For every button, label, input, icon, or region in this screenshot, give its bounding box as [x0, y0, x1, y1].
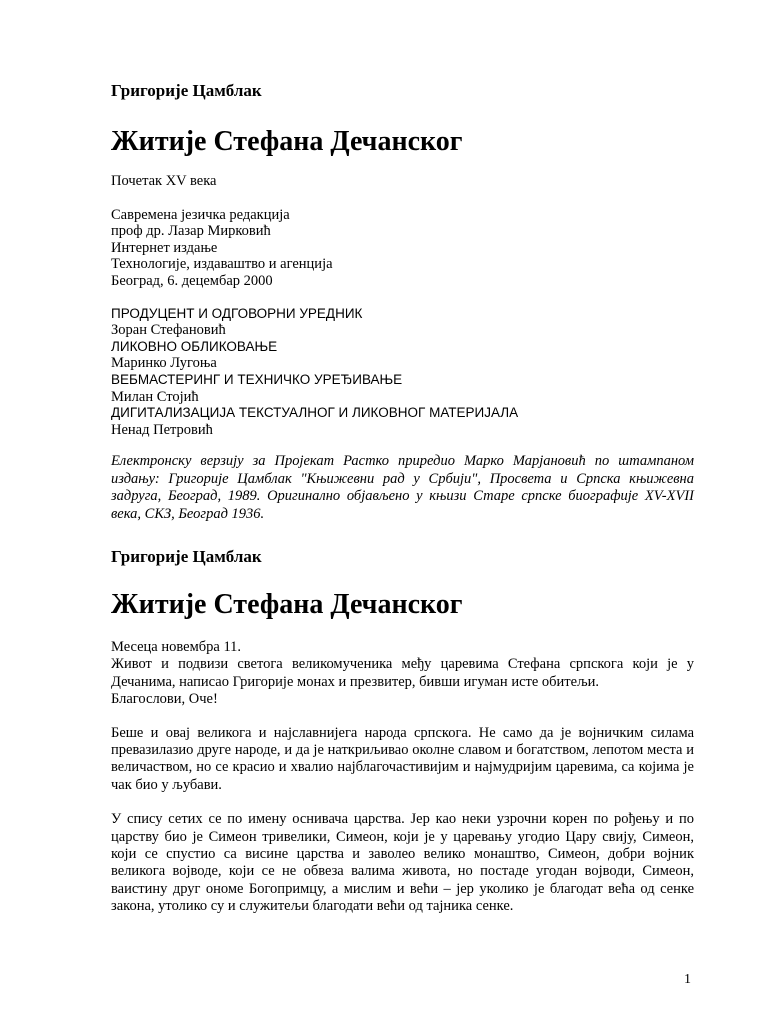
- credit-role: ВЕБМАСТЕРИНГ И ТЕХНИЧКО УРЕЂИВАЊЕ: [111, 371, 403, 387]
- credit-role: ПРОДУЦЕНТ И ОДГОВОРНИ УРЕДНИК: [111, 305, 363, 321]
- edition-line: Београд, 6. децембар 2000: [111, 272, 273, 289]
- intro: [111, 639, 694, 709]
- credit-name: Зоран Стефановић: [111, 322, 226, 339]
- credit-role: ДИГИТАЛИЗАЦИЈА ТЕКСТУАЛНОГ И ЛИКОВНОГ МАТЕРИЈАЛА: [111, 405, 519, 421]
- page-number: 1: [684, 972, 691, 987]
- credit-name: Милан Стојић: [111, 388, 199, 405]
- date-line: Почетак XV века: [111, 173, 217, 189]
- credit-role: ЛИКОВНО ОБЛИКОВАЊЕ: [111, 338, 278, 354]
- credit-name: Ненад Петровић: [111, 421, 213, 438]
- section-author-heading: Григорије Цамблак: [111, 546, 262, 566]
- edition-note: Електронску верзију за Пројекат Растко приредио Марко Марјановић по штампаном издању: Григорије Цамблак "Књижевни рад у Србији", Просвета и Српска књижевна задруга, Београд, 1989. Оригинално објављено у књизи Старе српске биографије XV-XVII века, СКЗ, Београд 1936.: [111, 453, 694, 522]
- edition-line: проф др. Лазар Мирковић: [111, 223, 271, 240]
- credit-name: Маринко Лугоња: [111, 355, 217, 372]
- intro-date: Месеца новембра 11.: [111, 638, 242, 655]
- document-title: Житије Стефана Дечанског: [111, 126, 463, 157]
- credits: [111, 306, 694, 439]
- intro-blessing: Благослови, Оче!: [111, 691, 218, 708]
- edition-line: Интернет издање: [111, 239, 218, 256]
- edition-line: Савремена језичка редакција: [111, 206, 290, 223]
- body-paragraph: Беше и овај великога и најславнијега народа српскога. Не само да је војничким силама превазилазио друге народе, и да је наткриљивао околне славом и богатством, лепотом места и величаством, но се красио и хвалио најблагочастивијим и најмудријим царевима, са којима је чак био у љубави.: [111, 724, 694, 793]
- edition-line: Технологије, издаваштво и агенција: [111, 256, 333, 273]
- author-heading: Григорије Цамблак: [111, 81, 262, 100]
- body-paragraph: У спису сетих се по имену оснивача царства. Јер као неки узрочни корен по рођењу и по царству био је Симеон тривелики, Симеон, који је у царевању угодио Цару свију, Симеон, који се спустио са висине царства и заволео велико монаштво, Симеон, добри војник великога војводе, који се не обвеза валима живота, но постаде угодан војводи, Симеон, ваистину друг ономе Богопримцу, а мислим и већи – јер уколико је благодат већа од сенке закона, утолико су и служитељи благодати већи од тајника сенке.: [111, 811, 694, 915]
- edition-info: [111, 207, 694, 290]
- document-page: [111, 0, 694, 916]
- intro-subtitle: Живот и подвизи светога великомученика међу царевима Стефана српскога који је у Дечанима, написао Григорије монах и презвитер, бивши игуман исте обитељи.: [111, 656, 694, 690]
- section-title: Житије Стефана Дечанског: [111, 588, 463, 620]
